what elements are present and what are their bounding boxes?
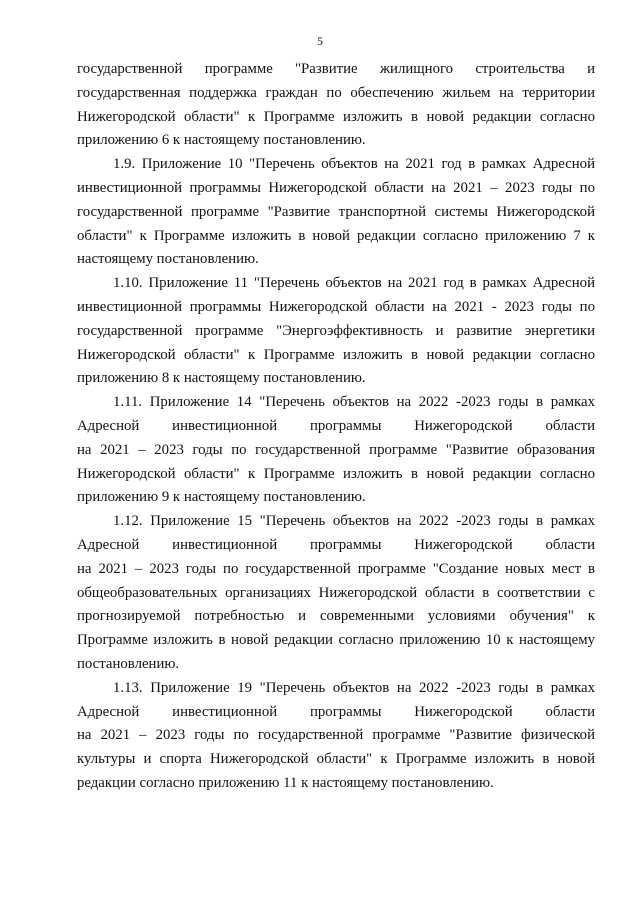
text-line: приложению 9 к настоящему постановлению.: [77, 489, 366, 506]
text-line: государственной программе "Развитие транспортной системы Нижегородской: [77, 203, 595, 220]
text-line: приложению 6 к настоящему постановлению.: [77, 132, 366, 149]
text-line: Нижегородской области" к Программе изложить в новой редакции согласно: [77, 346, 595, 363]
text-line: Программе изложить в новой редакции согласно приложению 10 к настоящему: [77, 632, 595, 649]
text-line: Адресной инвестиционной программы Нижегородской области: [77, 417, 595, 434]
text-line: настоящему постановлению.: [77, 251, 259, 268]
text-line: Адресной инвестиционной программы Нижегородской области: [77, 536, 595, 553]
text-line: приложению 8 к настоящему постановлению.: [77, 370, 366, 387]
text-line: редакции согласно приложению 11 к настоящему постановлению.: [77, 774, 494, 791]
text-line: государственная поддержка граждан по обеспечению жильем на территории: [77, 84, 595, 101]
text-line: общеобразовательных организациях Нижегородской области в соответствии с: [77, 584, 595, 601]
text-line: Адресной инвестиционной программы Нижегородской области: [77, 703, 595, 720]
text-line: области" к Программе изложить в новой редакции согласно приложению 7 к: [77, 227, 595, 244]
text-line: на 2021 – 2023 годы по государственной программе "Развитие образования: [77, 441, 595, 458]
text-line: инвестиционной программы Нижегородской области на 2021 – 2023 годы по: [77, 179, 595, 196]
text-line: прогнозируемой потребностью и современными условиями обучения" к: [77, 608, 595, 625]
text-line: на 2021 – 2023 годы по государственной программе "Развитие физической: [77, 727, 595, 744]
text-line: 1.11. Приложение 14 "Перечень объектов на 2022 -2023 годы в рамках: [113, 394, 595, 411]
text-line: на 2021 – 2023 годы по государственной программе "Создание новых мест в: [77, 560, 595, 577]
document-body: [77, 58, 595, 796]
text-line: 1.9. Приложение 10 "Перечень объектов на 2021 год в рамках Адресной: [113, 156, 595, 173]
text-line: государственной программе "Энергоэффективность и развитие энергетики: [77, 322, 595, 339]
text-line: Нижегородской области" к Программе изложить в новой редакции согласно: [77, 465, 595, 482]
text-line: культуры и спорта Нижегородской области" к Программе изложить в новой: [77, 751, 595, 768]
text-line: инвестиционной программы Нижегородской области на 2021 - 2023 годы по: [77, 298, 595, 315]
page-number: 5: [317, 36, 323, 48]
text-line: постановлению.: [77, 655, 180, 672]
text-line: 1.13. Приложение 19 "Перечень объектов на 2022 -2023 годы в рамках: [113, 679, 595, 696]
text-line: 1.12. Приложение 15 "Перечень объектов на 2022 -2023 годы в рамках: [113, 513, 595, 530]
text-line: 1.10. Приложение 11 "Перечень объектов на 2021 год в рамках Адресной: [113, 275, 595, 292]
text-line: государственной программе "Развитие жилищного строительства и: [77, 61, 595, 77]
text-line: Нижегородской области" к Программе изложить в новой редакции согласно: [77, 108, 595, 125]
